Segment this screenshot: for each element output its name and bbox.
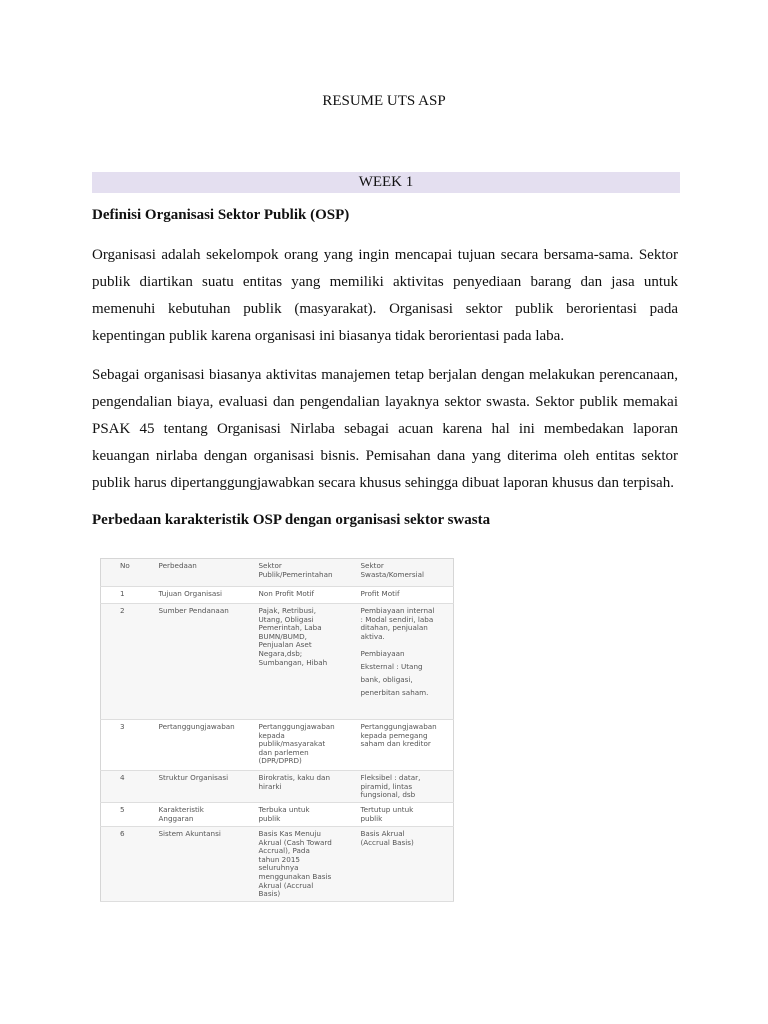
header-perbedaan: Perbedaan <box>139 559 243 587</box>
cell-no: 3 <box>101 720 139 771</box>
cell-no: 6 <box>101 827 139 902</box>
header-sektor-publik: Sektor Publik/Pemerintahan <box>243 559 347 587</box>
table-row <box>101 604 454 720</box>
cell-swasta: Basis Akrual (Accrual Basis) <box>347 827 454 902</box>
paragraph-management: Sebagai organisasi biasanya aktivitas manajemen tetap berjalan dengan melakukan perencanaan, pengendalian biaya, evaluasi dan pengendalian layaknya sektor swasta. Sektor publik memakai PSAK 45 tentang Organisasi Nirlaba sebagai acuan karena hal ini membedakan laporan keuangan nirlaba dengan organisasi bisnis. Pemisahan dana yang diterima oleh entitas sektor publik harus dipertanggungjawabkan secara khusus sehingga dibuat laporan khusus dan terpisah. <box>92 367 678 491</box>
cell-publik: Pajak, Retribusi, Utang, Obligasi Pemerintah, Laba BUMN/BUMD, Penjualan Aset Negara,dsb; Sumbangan, Hibah <box>243 604 347 720</box>
comparison-table <box>100 558 454 902</box>
table-row <box>101 771 454 803</box>
cell-publik: Pertanggungjawaban kepada publik/masyarakat dan parlemen (DPR/DPRD) <box>243 720 347 771</box>
cell-swasta: Profit Motif <box>347 587 454 604</box>
cell-publik: Terbuka untuk publik <box>243 803 347 827</box>
table-row <box>101 803 454 827</box>
cell-swasta: Pertanggungjawaban kepada pemegang saham dan kreditor <box>347 720 454 771</box>
cell-no: 1 <box>101 587 139 604</box>
cell-perbedaan: Sistem Akuntansi <box>139 827 243 902</box>
table-row <box>101 827 454 902</box>
cell-publik: Basis Kas Menuju Akrual (Cash Toward Accrual), Pada tahun 2015 seluruhnya menggunakan Basis Akrual (Accrual Basis) <box>243 827 347 902</box>
cell-perbedaan: Pertanggungjawaban <box>139 720 243 771</box>
cell-swasta-internal: Pembiayaan internal : Modal sendiri, laba ditahan, penjualan aktiva. <box>360 606 435 641</box>
cell-swasta: Fleksibel : datar, piramid, lintas fungsional, dsb <box>347 771 454 803</box>
cell-perbedaan: Karakteristik Anggaran <box>139 803 243 827</box>
document-title: RESUME UTS ASP <box>322 93 446 109</box>
table-row <box>101 720 454 771</box>
cell-swasta: Tertutup untuk publik <box>347 803 454 827</box>
section-heading-perbedaan: Perbedaan karakteristik OSP dengan organisasi sektor swasta <box>92 512 491 528</box>
section-heading-definisi: Definisi Organisasi Sektor Publik (OSP) <box>92 207 350 223</box>
cell-publik: Non Profit Motif <box>243 587 347 604</box>
header-no: No <box>101 559 139 587</box>
cell-no: 2 <box>101 604 139 720</box>
paragraph-definition: Organisasi adalah sekelompok orang yang ingin mencapai tujuan secara bersama-sama. Sektor publik diartikan suatu entitas yang memiliki aktivitas penyediaan barang dan jasa untuk memenuhi kebutuhan publik (masyarakat). Organisasi sektor publik berorientasi pada kepentingan publik karena organisasi ini biasanya tidak berorientasi pada laba. <box>92 247 678 344</box>
cell-publik: Birokratis, kaku dan hirarki <box>243 771 347 803</box>
cell-no: 4 <box>101 771 139 803</box>
cell-swasta <box>347 604 454 720</box>
cell-perbedaan: Tujuan Organisasi <box>139 587 243 604</box>
week-heading-bar: WEEK 1 <box>92 172 680 193</box>
table-row <box>101 587 454 604</box>
table-header-row <box>101 559 454 587</box>
cell-no: 5 <box>101 803 139 827</box>
header-sektor-swasta: Sektor Swasta/Komersial <box>347 559 454 587</box>
cell-perbedaan: Struktur Organisasi <box>139 771 243 803</box>
cell-perbedaan: Sumber Pendanaan <box>139 604 243 720</box>
cell-swasta-eksternal: Pembiayaan Eksternal : Utang bank, obligasi, penerbitan saham. <box>360 649 429 698</box>
